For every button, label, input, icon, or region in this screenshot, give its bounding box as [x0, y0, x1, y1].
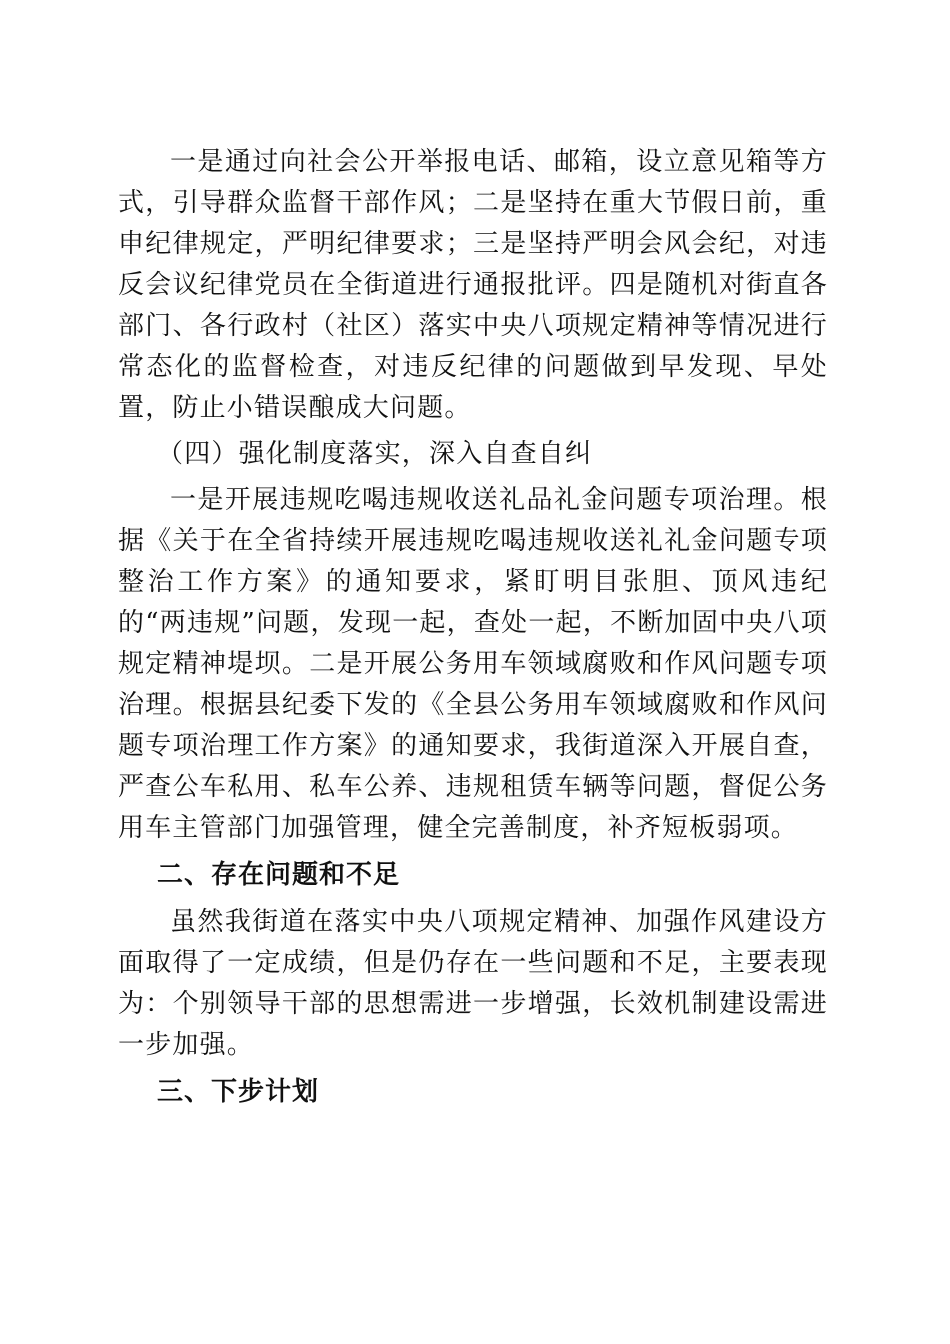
- paragraph-body-2: 根据县纪委下发的《全县公务用车领域腐败和作风问题专项治理工作方案》的通知要求，我街道深入开展自查，严查公车私用、私车公养、违规租赁车辆等问题，督促公务用车主管部门加强管理，健全完善制度，补齐短板弱项。: [118, 690, 828, 843]
- paragraph-lead-2: 二是开展公务用车领域腐败和作风问题专项治理。: [118, 649, 828, 720]
- document-page: [118, 142, 828, 1114]
- paragraph-special-governance: [118, 480, 828, 849]
- paragraph-supervision: 一是通过向社会公开举报电话、邮箱，设立意见箱等方式，引导群众监督干部作风；二是坚持在重大节假日前，重申纪律规定，严明纪律要求；三是坚持严明会风会纪，对违反会议纪律党员在全街道进行通报批评。四是随机对街直各部门、各行政村（社区）落实中央八项规定精神等情况进行常态化的监督检查，对违反纪律的问题做到早发现、早处置，防止小错误酿成大问题。: [118, 147, 828, 423]
- section-heading-problems: 二、存在问题和不足: [157, 860, 401, 890]
- subheading-system-implementation: （四）强化制度落实，深入自查自纠: [157, 439, 593, 469]
- paragraph-body-1: 根据《关于在全省持续开展违规吃喝违规收送礼礼金问题专项整治工作方案》的通知要求，紧盯明目张胆、顶风违纪的“两违规”问题，发现一起，查处一起，不断加固中央八项规定精神堤坝。: [118, 485, 828, 679]
- paragraph-lead-1: 一是开展违规吃喝违规收送礼品礼金问题专项治理。: [170, 485, 801, 515]
- paragraph-problems: 虽然我街道在落实中央八项规定精神、加强作风建设方面取得了一定成绩，但是仍存在一些问题和不足，主要表现为：个别领导干部的思想需进一步增强，长效机制建设需进一步加强。: [118, 907, 828, 1060]
- section-heading-next-plan: 三、下步计划: [157, 1077, 320, 1107]
